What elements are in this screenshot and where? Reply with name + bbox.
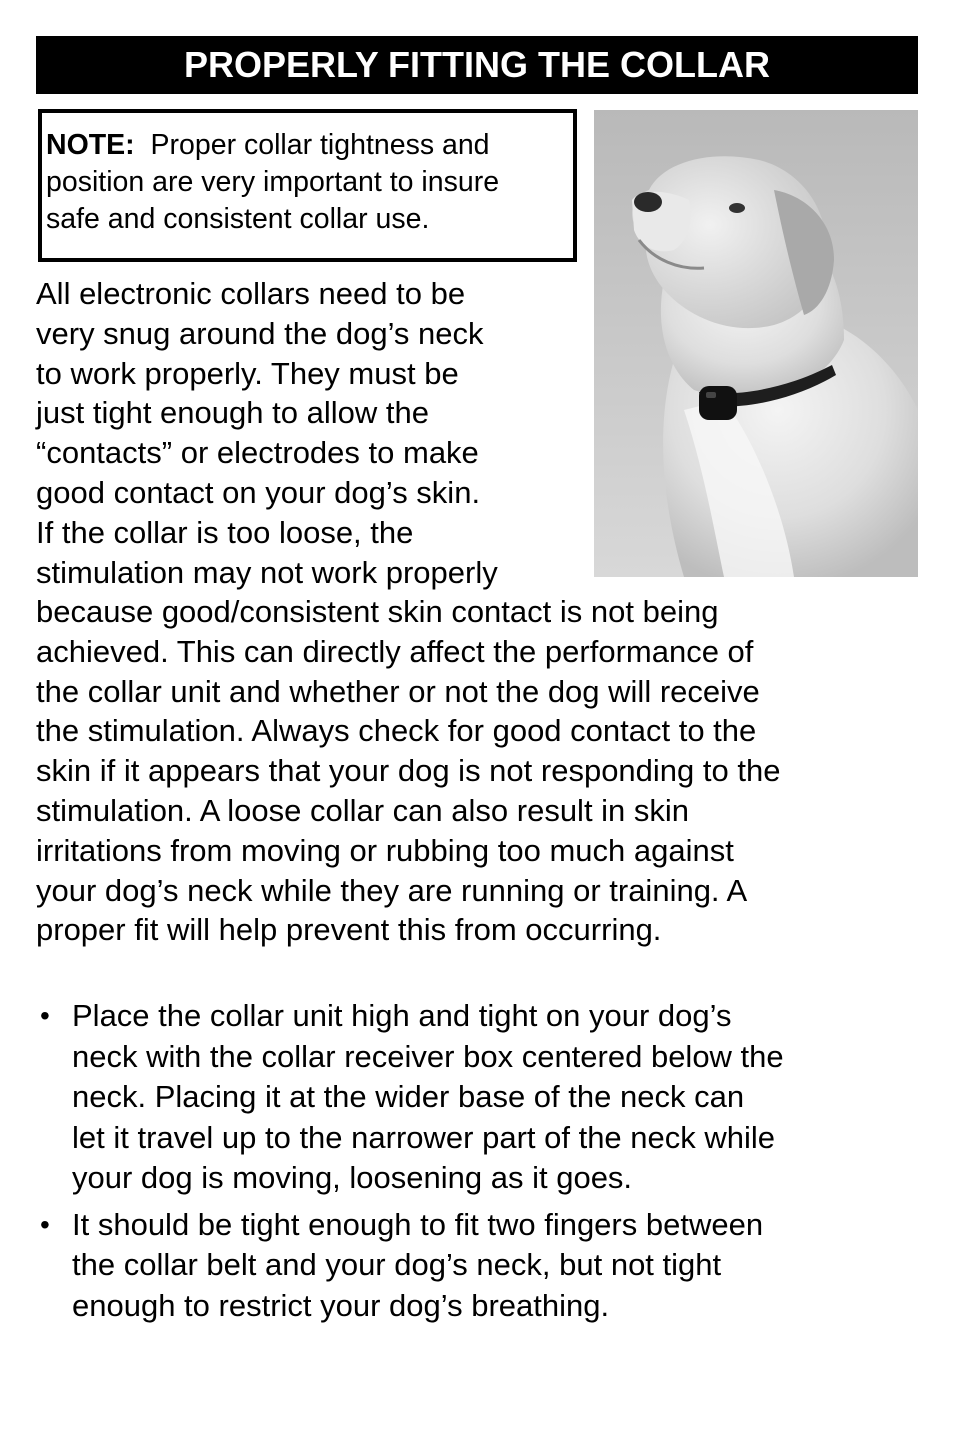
dog-photo bbox=[594, 110, 918, 577]
paragraph-line: your dog’s neck while they are running or training. A bbox=[36, 872, 748, 908]
list-item-line: enough to restrict your dog’s breathing. bbox=[72, 1287, 610, 1323]
intro-paragraph bbox=[36, 274, 596, 592]
paragraph-line: to work properly. They must be bbox=[36, 355, 459, 391]
instruction-list bbox=[36, 996, 926, 1332]
paragraph-line: irritations from moving or rubbing too much against bbox=[36, 832, 734, 868]
note-line: position are very important to insure bbox=[46, 166, 500, 198]
paragraph-line: All electronic collars need to be bbox=[36, 276, 466, 311]
paragraph-line: “contacts” or electrodes to make bbox=[36, 435, 479, 471]
paragraph-line: good contact on your dog’s skin. bbox=[36, 474, 481, 510]
note-box bbox=[38, 109, 577, 262]
paragraph-line: the collar unit and whether or not the dog will receive bbox=[36, 673, 760, 709]
paragraph-line: stimulation. A loose collar can also result in skin bbox=[36, 792, 690, 828]
list-item bbox=[36, 996, 926, 1199]
paragraph-line: the stimulation. Always check for good contact to the bbox=[36, 713, 757, 749]
paragraph-line: just tight enough to allow the bbox=[36, 395, 429, 431]
page-title: PROPERLY FITTING THE COLLAR bbox=[36, 36, 918, 94]
paragraph-line: achieved. This can directly affect the performance of bbox=[36, 633, 754, 669]
note-line: safe and consistent collar use. bbox=[46, 203, 430, 235]
paragraph-line: proper fit will help prevent this from occurring. bbox=[36, 912, 662, 948]
paragraph-line: because good/consistent skin contact is not being bbox=[36, 594, 719, 629]
paragraph-line: If the collar is too loose, the bbox=[36, 514, 414, 550]
paragraph-line: skin if it appears that your dog is not responding to the bbox=[36, 753, 781, 789]
list-item-line: your dog is moving, loosening as it goes. bbox=[72, 1160, 633, 1195]
list-item-line: neck. Placing it at the wider base of the neck can bbox=[72, 1079, 745, 1114]
continued-paragraph bbox=[36, 592, 926, 950]
list-item-line: let it travel up to the narrower part of the neck while bbox=[72, 1119, 776, 1155]
note-line: Proper collar tightness and bbox=[150, 129, 490, 161]
list-item bbox=[36, 1205, 926, 1327]
list-item-line: Place the collar unit high and tight on your dog’s bbox=[72, 998, 732, 1033]
list-item-line: neck with the collar receiver box centered below the bbox=[72, 1038, 784, 1074]
paragraph-line: stimulation may not work properly bbox=[36, 554, 498, 590]
list-item-line: the collar belt and your dog’s neck, but not tight bbox=[72, 1247, 722, 1282]
list-item-line: It should be tight enough to fit two fingers between bbox=[72, 1206, 764, 1242]
bullet-icon: • bbox=[40, 1000, 50, 1031]
note-label: NOTE: bbox=[46, 129, 135, 161]
bullet-icon: • bbox=[40, 1208, 50, 1240]
dog-photo-icon bbox=[594, 110, 918, 577]
paragraph-line: very snug around the dog’s neck bbox=[36, 315, 484, 351]
